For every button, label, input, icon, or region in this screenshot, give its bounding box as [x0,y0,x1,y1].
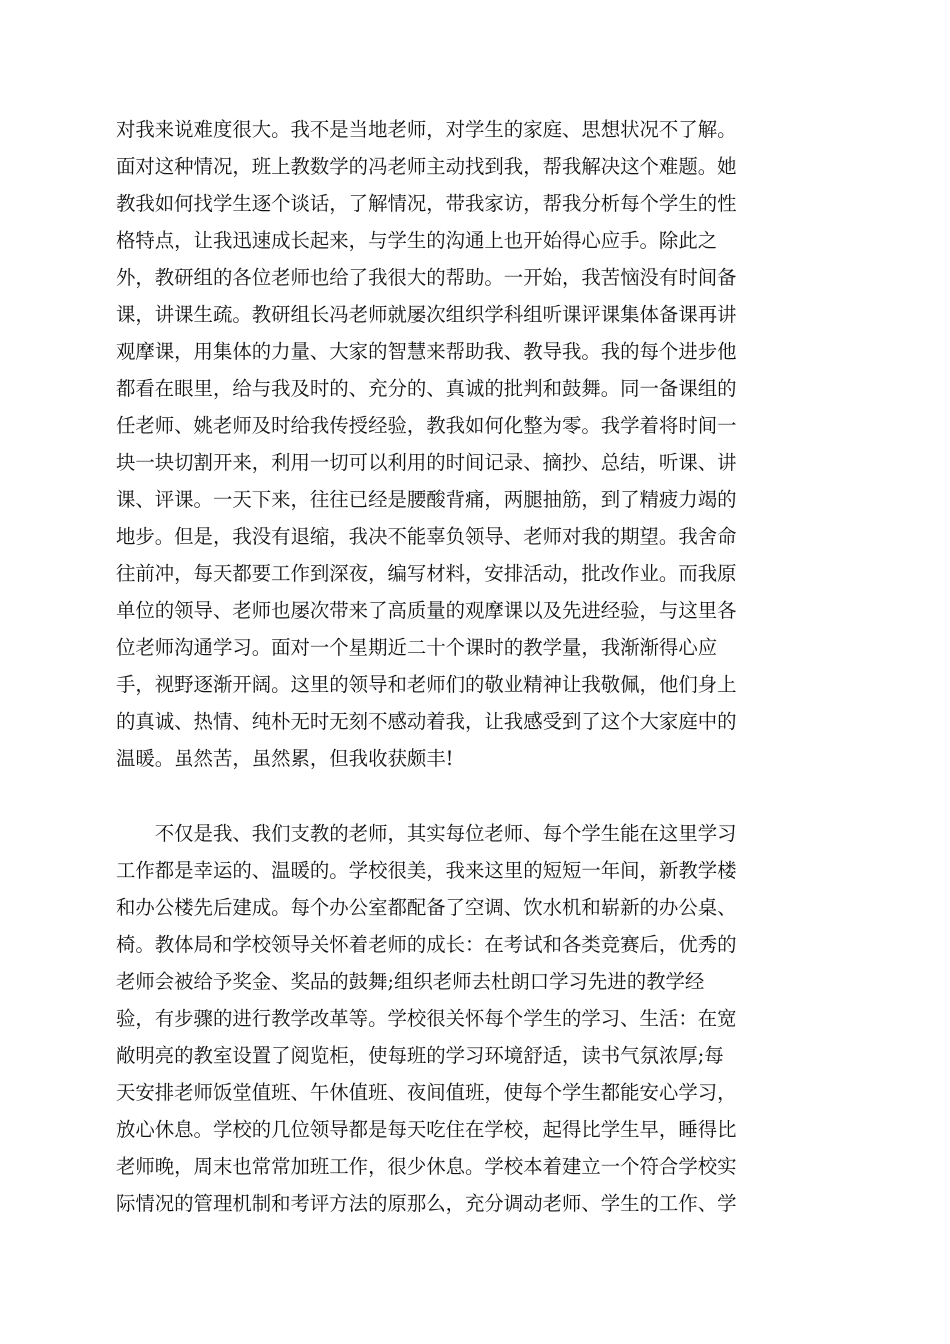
paragraph-line: 外，教研组的各位老师也给了我很大的帮助。一开始，我苦恼没有时间备 [116,266,737,289]
paragraph-line: 课，讲课生疏。教研组长冯老师就屡次组织学科组听课评课集体备课再讲 [116,303,737,326]
paragraph-line: 不仅是我、我们支教的老师，其实每位老师、每个学生能在这里学习 [116,822,737,845]
paragraph-line: 对我来说难度很大。我不是当地老师，对学生的家庭、思想状况不了解。 [116,118,737,141]
paragraph-line: 格特点，让我迅速成长起来，与学生的沟通上也开始得心应手。除此之 [116,229,718,252]
paragraph-line: 任老师、姚老师及时给我传授经验，教我如何化整为零。我学着将时间一 [116,414,737,437]
paragraph-line: 往前冲，每天都要工作到深夜，编写材料，安排活动，批改作业。而我原 [116,562,737,585]
paragraph-line: 验，有步骤的进行教学改革等。学校很关怀每个学生的学习、生活：在宽 [116,1007,737,1030]
paragraph-line: 和办公楼先后建成。每个办公室都配备了空调、饮水机和崭新的办公桌、 [116,896,737,919]
paragraph-line: 的真诚、热情、纯朴无时无刻不感动着我，让我感受到了这个大家庭中的 [116,710,737,733]
paragraph-line: 位老师沟通学习。面对一个星期近二十个课时的教学量，我渐渐得心应 [116,636,718,659]
paragraph-line: 椅。教体局和学校领导关怀着老师的成长：在考试和各类竞赛后，优秀的 [116,933,737,956]
paragraph-line: 观摩课，用集体的力量、大家的智慧来帮助我、教导我。我的每个进步他 [116,340,737,363]
paragraph-line: 课、评课。一天下来，往往已经是腰酸背痛，两腿抽筋，到了精疲力竭的 [116,488,737,511]
paragraph-line: 地步。但是，我没有退缩，我决不能辜负领导、老师对我的期望。我舍命 [116,525,737,548]
paragraph-line: 温暖。虽然苦，虽然累，但我收获颇丰! [116,747,454,770]
paragraph-line: 天安排老师饭堂值班、午休值班、夜间值班，使每个学生都能安心学习， [116,1081,737,1104]
paragraph-line: 际情况的管理机制和考评方法的原那么，充分调动老师、学生的工作、学 [116,1192,737,1215]
paragraph-2 [116,815,832,1222]
paragraph-line: 教我如何找学生逐个谈话，了解情况，带我家访，帮我分析每个学生的性 [116,192,737,215]
paragraph-1 [116,111,832,777]
paragraph-line: 块一块切割开来，利用一切可以利用的时间记录、摘抄、总结，听课、讲 [116,451,737,474]
paragraph-line: 手，视野逐渐开阔。这里的领导和老师们的敬业精神让我敬佩，他们身上 [116,673,737,696]
paragraph-line: 单位的领导、老师也屡次带来了高质量的观摩课以及先进经验，与这里各 [116,599,737,622]
paragraph-line: 工作都是幸运的、温暖的。学校很美，我来这里的短短一年间，新教学楼 [116,859,737,882]
paragraph-line: 放心休息。学校的几位领导都是每天吃住在学校，起得比学生早，睡得比 [116,1118,737,1141]
paragraph-line: 面对这种情况，班上教数学的冯老师主动找到我，帮我解决这个难题。她 [116,155,737,178]
paragraph-line: 老师晚，周末也常常加班工作，很少休息。学校本着建立一个符合学校实 [116,1155,737,1178]
paragraph-line: 敞明亮的教室设置了阅览柜，使每班的学习环境舒适，读书气氛浓厚;每 [116,1044,724,1067]
paragraph-line: 老师会被给予奖金、奖品的鼓舞;组织老师去杜朗口学习先进的教学经 [116,970,705,993]
paragraph-line: 都看在眼里，给与我及时的、充分的、真诚的批判和鼓舞。同一备课组的 [116,377,737,400]
